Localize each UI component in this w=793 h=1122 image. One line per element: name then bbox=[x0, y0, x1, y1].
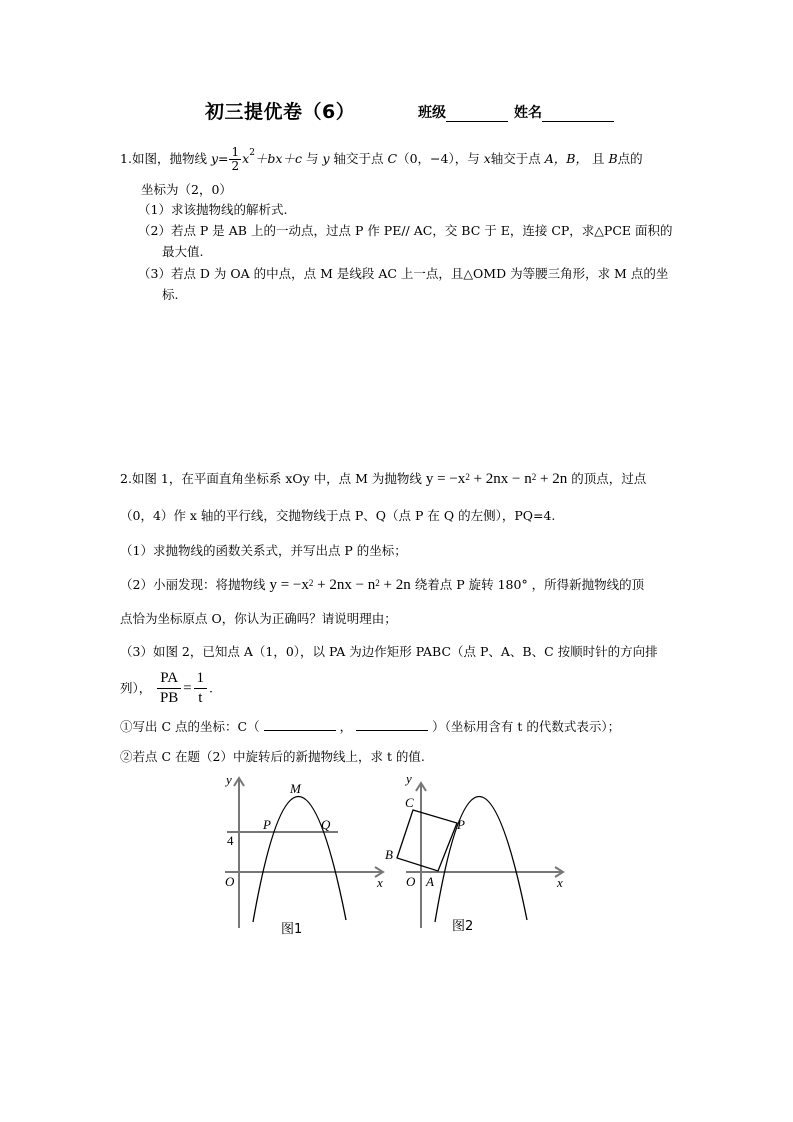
svg-text:x: x bbox=[557, 875, 563, 890]
q1-sub1: （1）求该抛物线的解析式. bbox=[138, 202, 288, 217]
q2-item2: ②若点 C 在题（2）中旋转后的新抛物线上，求 t 的值. bbox=[120, 749, 425, 764]
parabola-formula: $y = -x^2 + 2nx - n^2 + 2n$ bbox=[425, 471, 568, 487]
svg-text:B: B bbox=[385, 847, 393, 862]
q1-stem-line1: 1.如图，抛物线 y= $\frac{1}{2}$ $x^2+bx+c$ 与 y 轴交于点 C（0，−4），与 x轴交于点 A，B， 且 B点的 bbox=[120, 145, 643, 173]
parabola-formula: $y = -x^2 + 2nx - n^2 + 2n$ bbox=[269, 577, 411, 593]
ratio-pa-pb: $\frac{PA}{PB}$ bbox=[157, 669, 181, 708]
svg-text:M: M bbox=[290, 781, 301, 796]
rectangle-pabc bbox=[397, 810, 457, 871]
svg-text:O: O bbox=[225, 874, 235, 889]
q2-sub2-line2: 点恰为坐标原点 O，你认为正确吗？请说明理由； bbox=[120, 611, 397, 626]
q1-stem-line2: 坐标为（2，0） bbox=[141, 182, 232, 197]
parabola-fig2 bbox=[435, 796, 527, 922]
svg-text:P: P bbox=[457, 817, 465, 832]
q2-sub3-line1: （3）如图 2，已知点 A（1，0），以 PA 为边作矩形 PABC（点 P、A、B、C 按顺时针的方向排 bbox=[120, 644, 658, 659]
svg-text:Q: Q bbox=[321, 817, 331, 832]
parabola-fig1 bbox=[253, 796, 346, 922]
q2-sub2-line1: （2）小丽发现：将抛物线 $y = -x^2 + 2nx - n^2 + 2n$ 绕着点 P 旋转 180° ，所得新抛物线的顶 bbox=[120, 577, 645, 593]
svg-text:x: x bbox=[377, 875, 383, 890]
svg-text:4: 4 bbox=[227, 833, 234, 848]
svg-text:O: O bbox=[406, 874, 416, 889]
q1-sub2-line2: 最大值. bbox=[162, 244, 204, 259]
q2-stem-line1: 2.如图 1，在平面直角坐标系 xOy 中，点 M 为抛物线 $y = -x^2 + 2nx - n^2 + 2n$ 的顶点，过点 bbox=[120, 471, 647, 487]
figure-1-caption: 图1 bbox=[281, 922, 303, 937]
svg-text:P: P bbox=[263, 817, 271, 832]
fraction-one-half: $\frac{1}{2}$ bbox=[231, 145, 240, 173]
q2-sub3-line2: 列）， $\frac{PA}{PB}$ = $\frac{1}{t}$ . bbox=[120, 670, 214, 706]
svg-text:y: y bbox=[226, 772, 232, 787]
figure-2-caption: 图2 bbox=[452, 919, 474, 934]
svg-text:A: A bbox=[426, 874, 434, 889]
page-title: 初三提优卷（6） bbox=[205, 101, 356, 123]
class-label: 班级 bbox=[418, 105, 446, 121]
q1-sub3-line1: （3）若点 D 为 OA 的中点，点 M 是线段 AC 上一点，且△OMD 为等腰三角形，求 M 点的坐 bbox=[138, 266, 669, 281]
ratio-one-over-t: $\frac{1}{t}$ bbox=[194, 669, 208, 708]
svg-text:y: y bbox=[406, 771, 412, 786]
q1-sub2-line1: （2）若点 P 是 AB 上的一动点，过点 P 作 PE// AC，交 BC 于 E，连接 CP，求△PCE 面积的 bbox=[138, 223, 673, 238]
q2-stem-line2: （0，4）作 x 轴的平行线，交抛物线于点 P、Q（点 P 在 Q 的左侧），PQ=4. bbox=[120, 508, 556, 523]
q2-item1: ①写出 C 点的坐标：C（ ， ）（坐标用含有 t 的代数式表示）； bbox=[120, 719, 621, 734]
q2-sub1: （1）求抛物线的函数关系式，并写出点 P 的坐标； bbox=[120, 543, 407, 558]
svg-text:C: C bbox=[405, 795, 414, 810]
q1-sub3-line2: 标. bbox=[162, 287, 179, 302]
name-label: 姓名 bbox=[514, 105, 542, 121]
